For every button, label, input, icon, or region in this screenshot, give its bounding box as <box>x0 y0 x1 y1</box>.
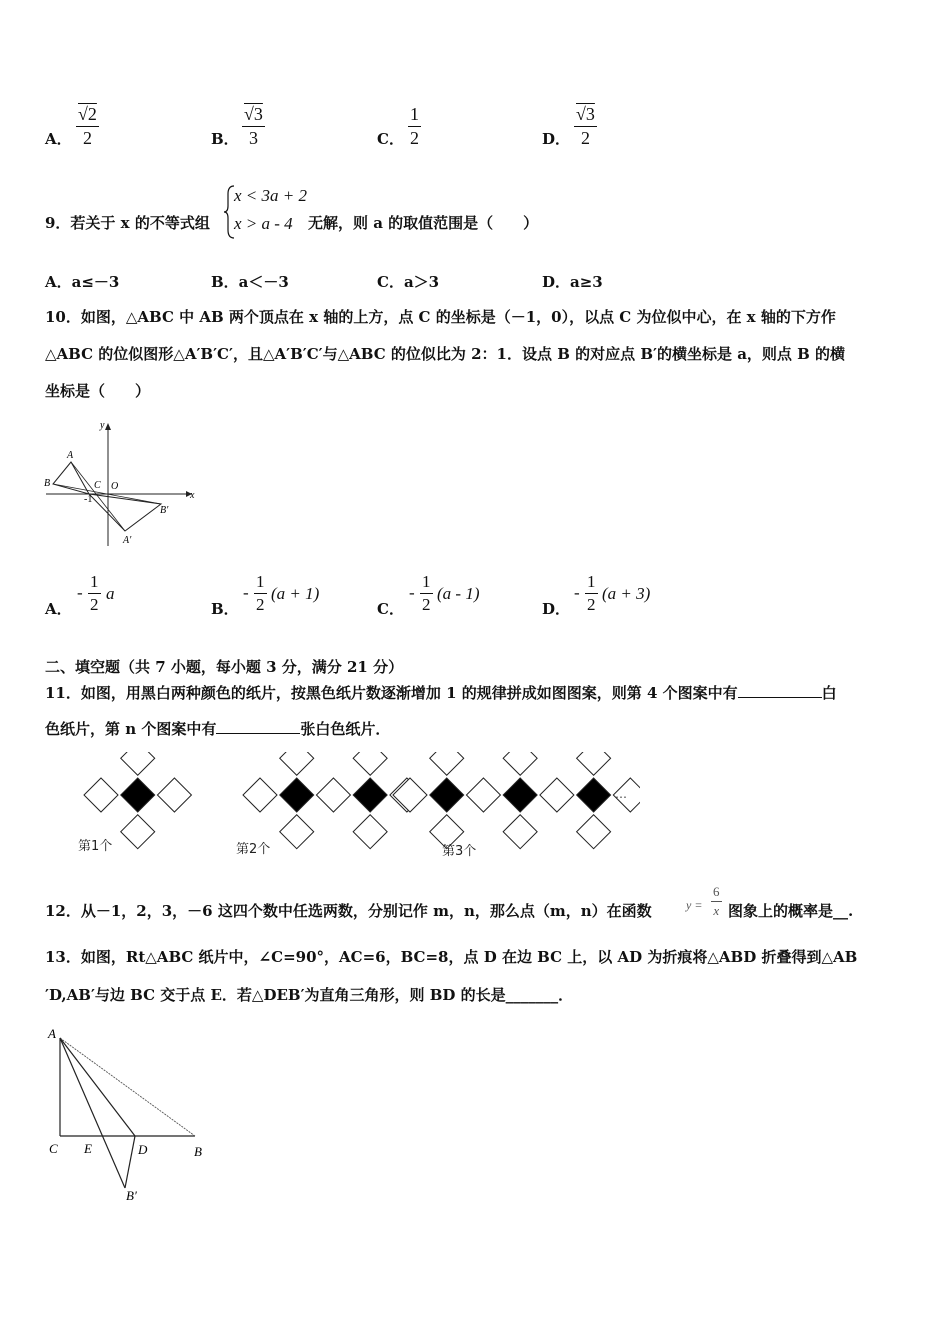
caption-1: 第1个 <box>78 839 113 854</box>
white-tile <box>84 778 118 812</box>
segment-ab <box>60 1038 195 1136</box>
black-tile <box>353 778 387 812</box>
q9-option-d: D．a≥3 <box>542 273 603 291</box>
q9-option-c: C．a＞3 <box>377 273 440 291</box>
white-tile <box>430 752 464 775</box>
q9-option-b: B．a＜－3 <box>211 273 289 291</box>
q10-option-a-label: A． <box>45 600 72 618</box>
q10-option-b-fraction: 1 2 <box>256 572 265 614</box>
white-tile <box>353 752 387 775</box>
q10-option-d-tail: (a + 3) <box>602 584 651 603</box>
white-tile <box>577 752 611 775</box>
q10-line-2: △ABC 的位似图形△A′B′C′，且△A′B′C′与△ABC 的位似比为 2：1．设点 B 的对应点 B′的横坐标是 a，则点 B 的横 <box>45 345 846 363</box>
white-tile <box>243 778 277 812</box>
section-2-title: 二、填空题（共 7 小题，每小题 3 分，满分 21 分） <box>45 658 404 676</box>
q11-line-1 <box>45 682 837 703</box>
q8-option-c-label: C． <box>377 130 404 148</box>
q10-option-b-tail: (a + 1) <box>271 584 320 603</box>
q11-patterns <box>84 752 640 849</box>
q8-option-a-label: A． <box>45 130 72 148</box>
q13-figure <box>40 1020 220 1210</box>
label-b: B <box>44 478 51 489</box>
q9-option-a: A．a≤－3 <box>45 273 120 291</box>
white-tile <box>121 815 155 849</box>
q11-line-2 <box>45 718 390 739</box>
caption-2: 第2个 <box>236 842 271 857</box>
q10-figure <box>40 418 200 553</box>
q10-line-1: 10．如图，△ABC 中 AB 两个顶点在 x 轴的上方，点 C 的坐标是（－1，0），以点 C 为位似中心，在 x 轴的下方作 <box>45 308 836 326</box>
q12-func-fraction: 6 x <box>713 884 720 918</box>
label-bp: B′ <box>160 505 169 516</box>
black-tile <box>577 778 611 812</box>
q11-blank-1 <box>738 697 822 698</box>
white-tile <box>393 778 427 812</box>
white-tile <box>316 778 350 812</box>
white-tile <box>353 815 387 849</box>
white-tile <box>280 752 314 775</box>
label-a: A <box>67 450 74 461</box>
q9-inequality-1: x < 3a + 2 <box>234 186 307 205</box>
q11-line-2-tail: 张白色纸片． <box>300 720 391 738</box>
white-tile <box>503 752 537 775</box>
q10-option-a-fraction: 1 2 <box>90 572 99 614</box>
q10-option-b-sign: - <box>243 583 249 602</box>
q13-line-1: 13．如图，Rt△ABC 纸片中，∠C=90°，AC=6，BC=8，点 D 在边 BC 上，以 AD 为折痕将△ABD 折叠得到△AB <box>45 948 858 966</box>
segment-ad <box>60 1038 135 1136</box>
q13-line-2: ′D,AB′与边 BC 交于点 E．若△DEB′为直角三角形，则 BD 的长是_______． <box>45 986 574 1004</box>
q10-option-c-tail: (a - 1) <box>437 584 480 603</box>
q11-pattern-figure <box>40 752 640 862</box>
caption-3: 第3个 <box>442 844 477 859</box>
q8-option-d-fraction: √3 2 <box>576 104 595 148</box>
label-c: C <box>49 1141 58 1156</box>
q10-option-a-tail: a <box>106 584 115 603</box>
q9-inequality-2: x > a - 4 <box>234 214 293 233</box>
q10-option-d-label: D． <box>542 600 571 618</box>
white-tile <box>577 815 611 849</box>
q9-suffix: 无解，则 a 的取值范围是（ ） <box>308 214 539 232</box>
label-neg1: -1 <box>84 494 93 505</box>
black-tile <box>280 778 314 812</box>
q12-func-y: y = <box>686 898 703 912</box>
label-e: E <box>84 1141 92 1156</box>
label-a: A <box>48 1026 56 1041</box>
white-tile <box>466 778 500 812</box>
label-o: O <box>111 481 119 492</box>
q11-line-1-text: 11．如图，用黑白两种颜色的纸片，按黑色纸片数逐渐增加 1 的规律拼成如图图案，则第 4 个图案中有 <box>45 684 738 702</box>
q9-prefix: 9．若关于 x 的不等式组 <box>45 214 210 232</box>
q10-option-d-fraction: 1 2 <box>587 572 596 614</box>
q8-option-c-fraction: 1 2 <box>410 104 419 148</box>
black-tile <box>503 778 537 812</box>
label-c: C <box>94 480 101 491</box>
label-b: B <box>194 1144 202 1159</box>
q10-option-b-label: B． <box>211 600 239 618</box>
white-tile <box>540 778 574 812</box>
label-y: y <box>100 420 105 431</box>
label-bp: B′ <box>126 1188 137 1203</box>
white-tile <box>503 815 537 849</box>
q8-option-b-label: B． <box>211 130 239 148</box>
y-axis-arrow <box>105 423 111 430</box>
q12-text-a: 12．从－1，2，3，－6 这四个数中任选两数，分别记作 m，n，那么点（m，n）在函数 <box>45 902 652 920</box>
q11-blank-2 <box>216 733 300 734</box>
ellipsis: … <box>615 787 627 801</box>
q8-option-b-fraction: √3 3 <box>244 104 263 148</box>
q12-text-b: 图象上的概率是__. <box>728 902 854 920</box>
q10-line-3: 坐标是（ ） <box>45 382 151 400</box>
segment-dbp <box>125 1136 135 1188</box>
white-tile <box>157 778 191 812</box>
q10-option-a-sign: - <box>77 583 83 602</box>
q8-option-d-label: D． <box>542 130 571 148</box>
black-tile <box>121 778 155 812</box>
q8-option-a-fraction: √2 2 <box>78 104 97 148</box>
q11-line-1-tail: 白 <box>821 684 837 702</box>
black-tile <box>430 778 464 812</box>
q10-option-d-sign: - <box>574 583 580 602</box>
q10-option-c-label: C． <box>377 600 404 618</box>
q10-option-c-fraction: 1 2 <box>422 572 431 614</box>
white-tile <box>121 752 155 775</box>
white-tile <box>280 815 314 849</box>
segment-abp <box>60 1038 125 1188</box>
triangle-apbpcp <box>89 494 161 531</box>
label-d: D <box>138 1142 148 1157</box>
label-x: x <box>190 490 195 501</box>
q11-line-2-text: 色纸片，第 n 个图案中有 <box>45 720 217 738</box>
q10-option-c-sign: - <box>409 583 415 602</box>
line-a-ap <box>71 462 125 531</box>
label-ap: A′ <box>123 535 132 546</box>
